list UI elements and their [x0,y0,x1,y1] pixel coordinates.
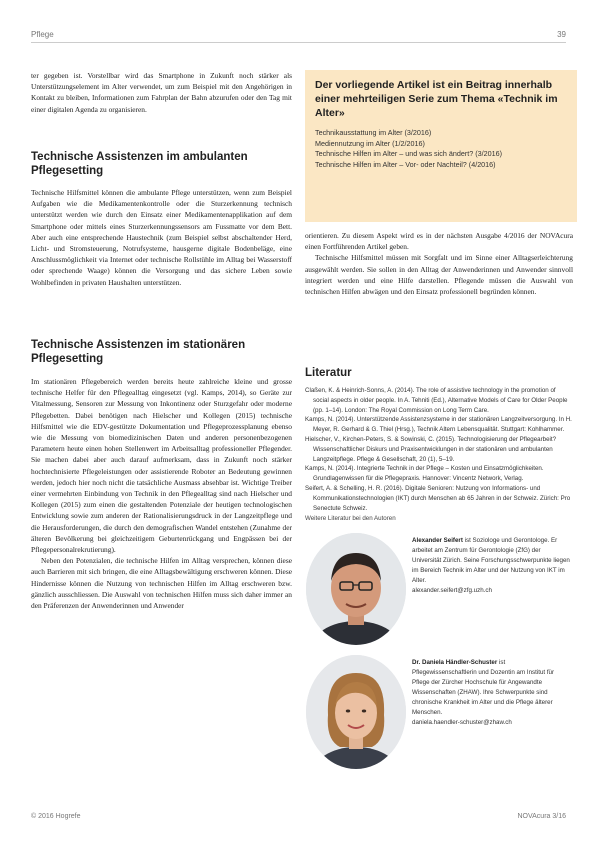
heading-stationaer: Technische Assistenzen im stationären Pflegesetting [31,339,246,365]
footer-issue: NOVAcura 3/16 [517,813,566,820]
reference-item: Kamps, N. (2014). Unterstützende Assistenzsysteme in der stationären Langzeitversorgung. In H. Meyer, R. Gerhard & G. Thiel (Hrsg.), Technik Altern Lebensqualität. Stuttgart: Kohlhammer. [305,416,572,434]
more-literature-note: Weitere Literatur bei den Autoren [305,515,396,522]
section-label: Pflege [31,30,54,39]
author-name: Dr. Daniela Händler-Schuster [412,659,498,666]
author-photo-seifert [306,533,406,645]
right-text-2: Technische Hilfsmittel müssen mit Sorgfalt und im Sinne einer Alltagserleichterung ausgewählt werden. Sie sollen in den Alltag der Anwenderinnen und Anwender sinnvoll integriert werden und eine Hilfe darstellen. Pflegende müssen die Auswahl von technischen Hilfen abwägen und den Einsatz professionell begründen können. [305,253,573,297]
intro-text: ter gegeben ist. Vorstellbar wird das Smartphone in Zukunft noch stärker als Unterstützungselement im Alter verwendet, um zum Beispiel mit den Angehörigen in Kontakt zu bleiben, Informationen zum Fahrplan der Bahn abzurufen oder den Tag mit einer digitalen Agenda zu organisieren. [31,71,292,114]
right-paragraphs [305,230,573,297]
series-info-box [305,70,577,222]
author-email[interactable]: daniela.haendler-schuster@zhaw.ch [412,719,512,726]
ambulant-text: Technische Hilfsmittel können die ambulante Pflege unterstützen, wenn zum Beispiel Aufgaben wie die Medikamentenkontrolle oder die Sturzerkennung technisch unterstützt werden wie durch den Einsatz einer Medikamentenapplikation auf dem Smartphone oder mittels eines Sturzerkennungssensors am Fussmatte vor dem Bett. Aber auch eine entsprechende Haustechnik (zum Beispiel selbst abschaltender Herd, Licht- und Stromsteuerung, Notrufsysteme, hausgerne digitale Bodenbeläge, eine Anschlussmöglichkeit via Internet oder technische Rollstühle im Alltag bei Wasserstoff oder sprechende Waage) können die Versorgung und das sichere Leben sowie Wohlbefinden in privaten Haushalten unterstützen. [31,188,292,287]
reference-item: Kamps, N. (2014). Integrierte Technik in der Pflege – Kosten und Einsatzmöglichkeiten. Grundlagenwissen für die Pflegepraxis. Hannover: Vincentz Network, Verlag. [305,465,544,483]
author-name: Alexander Seifert [412,537,463,544]
portrait-illustration [306,655,406,769]
heading-ambulant: Technische Assistenzen im ambulanten Pflegesetting [31,151,248,177]
author-bio-text: ist Pflegewissenschaftlerin und Dozentin am Institut für Pflege der Zürcher Hochschule für Angewandte Wissenschaften (ZHAW). Ihre Schwerpunkte sind chronische Krankheit im Alter und die Pflege älterer Menschen. [412,659,555,716]
header-rule [31,42,566,43]
series-item: Technische Hilfen im Alter – Vor- oder Nachteil? (4/2016) [315,159,496,169]
author-photo-haendler [306,655,406,769]
stationaer-text-2: Neben den Potenzialen, die technische Hilfen im Alltag versprechen, können diese auch Barrieren mit sich bringen, die eine Alltagsbewältigung erschweren können. Diese Hindernisse können die Nutzung von technischen Hilfen im Alltag erschweren bzw. gänzlich ausschliessen. Die Auswahl von technischen Hilfen muss sich daher immer an den Präferenzen der Anwenderinnen und Anwender [31,556,292,611]
stationaer-text-1: Im stationären Pflegebereich werden bereits heute zahlreiche kleine und grosse technische Helfer für den Pflegealltag eingesetzt (vgl. Kamps, 2014), so Geräte zur Vitalmessung, Sensoren zur Messung von Inkontinenz oder Sturzgefahr oder moderne Pflegebetten. Dabei benötigen nach Hielscher und Kollegen (2015) technische Hilfsmittel wie die EDV-gestützte Dokumentation und Pflegeprozessplanung ebenso wie die Messung von biomedizinischen Daten und anderen personenbezogenen Parametern heute einen hohen Stellenwert im Arbeitsalltag professioneller Pflegender. Sie machen dabei aber auch darauf aufmerksam, dass in Zukunft noch stärker hochtechnisierte Pflegeleistungen oder assistierende Roboter an Bedeutung gewinnen werden, jedoch hier noch nicht die tatsächliche Ausmass absehbar ist. Wichtige Treiber einer vermehrten Einbindung von Technik in den Pflegealltag sind nach Hielscher und Kollegen (2015) zum einen die gestaltenden Potenziale der heutigen technologischen Entwicklung sowie zum anderen der Rationalisierungsdruck in der Langzeitpflege und die Herausforderungen, die durch den demografischen Wandel entstehen (Zunahme der älteren Bevölkerung bei gleichzeitigem Geburtenrückgang und Engpässen bei der Pflegepersonalrekrutierung). [31,377,292,555]
heading-literatur: Literatur [305,367,352,379]
portrait-illustration [306,533,406,645]
footer-copyright: © 2016 Hogrefe [31,813,81,820]
reference-item: Seifert, A. & Schelling, H. R. (2016). Digitale Senioren: Nutzung von Informations- und Kommunikationstechnologien (IKT) durch Menschen ab 65 Jahren in der Schweiz. Zürich: Pro Senectute Schweiz. [305,484,571,512]
right-text-1: orientieren. Zu diesem Aspekt wird es in der nächsten Ausgabe 4/2016 der NOVAcura einen Fortführenden Artikel geben. [305,231,573,252]
reference-item: Claßen, K. & Heinrich-Sonns, A. (2014). The role of assistive technology in the promotion of social aspects in older people. In A. Tehniti (Ed.), Alternative Models of Care for Older People (pp. 1–14). London: The Royal Commission on Long Term Care. [305,387,568,414]
series-box-list [315,128,570,170]
ambulant-paragraph [31,187,292,288]
series-item: Mediennutzung im Alter (1/2/2016) [315,138,425,148]
intro-paragraph [31,70,292,115]
page-number: 39 [557,30,566,39]
page-header [31,30,566,44]
author-bio-text: ist Soziologe und Gerontologe. Er arbeitet am Zentrum für Gerontologie (ZfG) der Universität Zürich. Seine Forschungsschwerpunkte liegen im Bereich Technik im Alter und der Nutzung von IKT im Alter. [412,537,570,584]
stationaer-paragraphs [31,376,292,611]
author-bio-seifert [412,536,570,596]
reference-list [305,386,573,513]
author-bio-haendler [412,658,570,728]
series-item: Technische Hilfen im Alter – und was sich ändert? (3/2016) [315,149,502,159]
series-item: Technikausstattung im Alter (3/2016) [315,128,432,137]
author-email[interactable]: alexander.seifert@zfg.uzh.ch [412,587,492,594]
series-box-title: Der vorliegende Artikel ist ein Beitrag innerhalb einer mehrteiligen Serie zum Thema «Technik im Alter» [315,79,558,119]
reference-item: Hielscher, V., Kirchen-Peters, S. & Sowinski, C. (2015). Technologisierung der Pflegearbeit? Wissenschaftlicher Diskurs und Praxisentwicklungen in der stationären und ambulanten Langzeitpflege. Pflege & Gesellschaft, 20 (1), 5–19. [305,435,557,463]
